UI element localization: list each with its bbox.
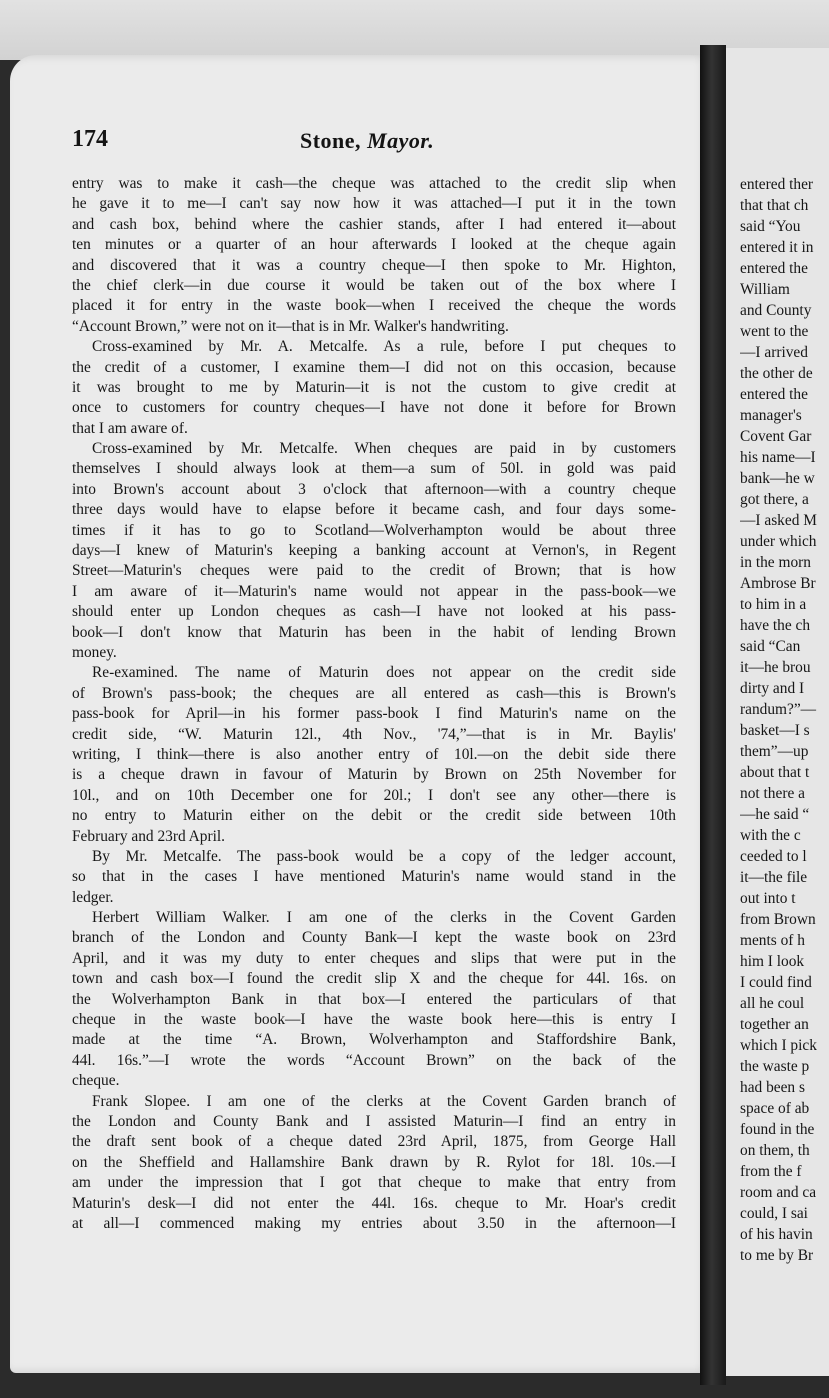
text-line: made at the time “A. Brown, Wolverhampton and Staffordshire Bank, bbox=[72, 1031, 676, 1049]
right-text-line: entered the bbox=[740, 260, 808, 277]
text-line: into Brown's account about 3 o'clock that afternoon—with a country cheque bbox=[72, 480, 676, 498]
text-line: so that in the cases I have mentioned Maturin's name would stand in the bbox=[72, 868, 676, 886]
right-text-line: ceeded to l bbox=[740, 848, 807, 865]
text-line: Maturin's desk—I did not enter the 44l. 16s. cheque to Mr. Hoar's credit bbox=[72, 1194, 676, 1212]
right-text-line: them”—up bbox=[740, 743, 809, 760]
right-text-line: not there a bbox=[740, 785, 805, 802]
right-text-line: —he said “ bbox=[740, 806, 810, 823]
right-text-line: his name—I bbox=[740, 449, 816, 466]
text-line: themselves I should always look at them—a sum of 50l. in gold was paid bbox=[72, 460, 676, 478]
text-line: 10l., and on 10th December one for 20l.; I don't see any other—there is bbox=[72, 786, 676, 804]
right-text-line: could, I sai bbox=[740, 1205, 808, 1222]
right-text-line: randum?”— bbox=[740, 701, 817, 718]
text-line: three days would have to elapse before it became cash, and four days some- bbox=[72, 501, 676, 519]
right-text-line: basket—I s bbox=[740, 722, 810, 739]
right-text-line: about that t bbox=[740, 764, 810, 781]
right-text-line: had been s bbox=[740, 1079, 805, 1096]
text-line: 44l. 16s.”—I wrote the words “Account Brown” on the back of the bbox=[72, 1051, 676, 1069]
text-line: credit side, “W. Maturin 12l., 4th Nov., '74,”—that is in Mr. Baylis' bbox=[72, 725, 676, 743]
text-line: By Mr. Metcalfe. The pass-book would be a copy of the ledger account, bbox=[92, 847, 676, 865]
text-line: Street—Maturin's cheques were paid to the credit of Brown; that is how bbox=[72, 562, 676, 580]
left-page-text bbox=[72, 174, 676, 1234]
text-line: Frank Slopee. I am one of the clerks at the Covent Garden branch of bbox=[92, 1092, 676, 1110]
text-line: Cross-examined by Mr. A. Metcalfe. As a rule, before I put cheques to bbox=[92, 338, 676, 356]
text-line: April, and it was my duty to enter cheques and slips that were put in the bbox=[72, 949, 676, 967]
text-line: Cross-examined by Mr. Metcalfe. When cheques are paid in by customers bbox=[92, 440, 676, 458]
running-title-italic: Mayor. bbox=[367, 128, 435, 153]
text-line: days—I knew of Maturin's keeping a banking account at Vernon's, in Regent bbox=[72, 542, 676, 560]
right-text-line: found in the bbox=[740, 1121, 815, 1138]
text-line: ten minutes or a quarter of an hour afterwards I looked at the cheque again bbox=[72, 236, 676, 254]
text-line: that I am aware of. bbox=[72, 419, 188, 437]
page-title bbox=[300, 128, 434, 154]
text-line: am under the impression that I got that cheque to make that entry from bbox=[72, 1174, 676, 1192]
right-text-line: that that ch bbox=[740, 197, 809, 214]
book-gutter bbox=[700, 45, 726, 1385]
right-text-line: under which bbox=[740, 533, 817, 550]
right-text-line: I could find bbox=[740, 974, 812, 991]
text-line: entry was to make it cash—the cheque was attached to the credit slip when bbox=[72, 175, 676, 192]
text-line: the draft sent book of a cheque dated 23rd April, 1875, from George Hall bbox=[72, 1133, 676, 1151]
text-line: once to customers for country cheques—I have not done it before for Brown bbox=[72, 399, 676, 417]
right-text-line: have the ch bbox=[740, 617, 811, 634]
text-line: is a cheque drawn in favour of Maturin by Brown on 25th November for bbox=[72, 766, 676, 784]
text-line: branch of the London and County Bank—I kept the waste book on 23rd bbox=[72, 929, 676, 947]
right-text-line: said “You bbox=[740, 218, 801, 235]
text-line: the London and County Bank and I assisted Maturin—I find an entry in bbox=[72, 1112, 676, 1130]
text-line: should enter up London cheques as cash—I have not looked at his pass- bbox=[72, 603, 676, 621]
right-text-line: —I arrived bbox=[740, 344, 808, 361]
right-text-line: it—he brou bbox=[740, 659, 811, 676]
text-line: and cash box, behind where the cashier stands, after I had entered it—about bbox=[72, 215, 676, 233]
right-text-line: bank—he w bbox=[740, 470, 815, 487]
right-text-line: it—the file bbox=[740, 869, 808, 886]
text-line: and discovered that it was a country cheque—I then spoke to Mr. Highton, bbox=[72, 256, 676, 274]
text-line: “Account Brown,” were not on it—that is in Mr. Walker's handwriting. bbox=[72, 317, 509, 335]
right-text-line: and County bbox=[740, 302, 812, 319]
text-line: pass-book for April—in his former pass-book I find Maturin's name on the bbox=[72, 705, 676, 723]
text-line: on the Sheffield and Hallamshire Bank drawn by R. Rylot for 18l. 10s.—I bbox=[72, 1153, 676, 1171]
right-text-line: ments of h bbox=[740, 932, 805, 949]
right-text-line: Covent Gar bbox=[740, 428, 812, 445]
right-text-line: space of ab bbox=[740, 1100, 810, 1117]
right-text-line: out into t bbox=[740, 890, 796, 907]
text-line: writing, I think—there is also another entry of 10l.—on the debit side there bbox=[72, 745, 676, 763]
text-line: times if it has to go to Scotland—Wolverhampton would be about three bbox=[72, 521, 676, 539]
text-line: cheque in the waste book—I have the waste book here—this is entry I bbox=[72, 1011, 676, 1029]
text-line: placed it for entry in the waste book—when I received the cheque the words bbox=[72, 297, 676, 315]
right-text-line: of his havin bbox=[740, 1226, 813, 1243]
text-line: at all—I commenced making my entries about 3.50 in the afternoon—I bbox=[72, 1214, 676, 1232]
text-line: Re-examined. The name of Maturin does not appear on the credit side bbox=[92, 664, 676, 682]
text-line: the chief clerk—in due course it would be taken out of the box where I bbox=[72, 276, 676, 294]
right-text-line: in the morn bbox=[740, 554, 811, 571]
right-text-line: entered the bbox=[740, 386, 808, 403]
right-text-line: dirty and I bbox=[740, 680, 805, 697]
right-text-line: the waste p bbox=[740, 1058, 810, 1075]
right-text-line: on them, th bbox=[740, 1142, 810, 1159]
right-text-line: William bbox=[740, 281, 790, 298]
text-line: ledger. bbox=[72, 888, 114, 906]
right-text-line: from Brown bbox=[740, 911, 816, 928]
text-line: money. bbox=[72, 643, 117, 661]
right-text-line: the other de bbox=[740, 365, 813, 382]
right-text-line: entered it in bbox=[740, 239, 814, 256]
text-line: it was brought to me by Maturin—it is not the custom to give credit at bbox=[72, 378, 676, 396]
right-text-line: manager's bbox=[740, 407, 802, 424]
running-title-name: Stone, bbox=[300, 128, 362, 153]
right-text-line: which I pick bbox=[740, 1037, 817, 1054]
right-text-line: together an bbox=[740, 1016, 809, 1033]
right-text-line: from the f bbox=[740, 1163, 802, 1180]
text-line: he gave it to me—I can't say now how it was attached—I put it in the town bbox=[72, 195, 676, 213]
text-line: of Brown's pass-book; the cheques are all entered as cash—this is Brown's bbox=[72, 684, 676, 702]
text-line: Herbert William Walker. I am one of the clerks in the Covent Garden bbox=[92, 909, 676, 927]
page-number: 174 bbox=[72, 126, 108, 152]
right-text-line: went to the bbox=[740, 323, 809, 340]
text-line: February and 23rd April. bbox=[72, 827, 226, 845]
text-line: no entry to Maturin either on the debit or the credit side between 10th bbox=[72, 807, 676, 825]
right-text-line: him I look bbox=[740, 953, 805, 970]
right-text-line: entered ther bbox=[740, 176, 814, 193]
right-text-line: said “Can bbox=[740, 638, 801, 655]
right-text-line: all he coul bbox=[740, 995, 805, 1012]
right-text-line: to me by Br bbox=[740, 1247, 814, 1264]
text-line: I am aware of it—Maturin's name would not appear in the pass-book—we bbox=[72, 582, 676, 600]
text-line: the Wolverhampton Bank in that box—I entered the particulars of that bbox=[72, 990, 676, 1008]
text-line: book—I don't know that Maturin has been in the habit of lending Brown bbox=[72, 623, 676, 641]
right-text-line: got there, a bbox=[740, 491, 809, 508]
text-line: cheque. bbox=[72, 1072, 120, 1090]
right-text-line: room and ca bbox=[740, 1184, 817, 1201]
right-text-line: with the c bbox=[740, 827, 801, 844]
right-text-line: to him in a bbox=[740, 596, 807, 613]
running-head bbox=[72, 126, 672, 160]
right-text-line: —I asked M bbox=[740, 512, 817, 529]
text-line: town and cash box—I found the credit slip X and the cheque for 44l. 16s. on bbox=[72, 970, 676, 988]
right-page-text bbox=[740, 174, 829, 1266]
right-text-line: Ambrose Br bbox=[740, 575, 816, 592]
text-line: the credit of a customer, I examine them—I did not on this occasion, because bbox=[72, 358, 676, 376]
